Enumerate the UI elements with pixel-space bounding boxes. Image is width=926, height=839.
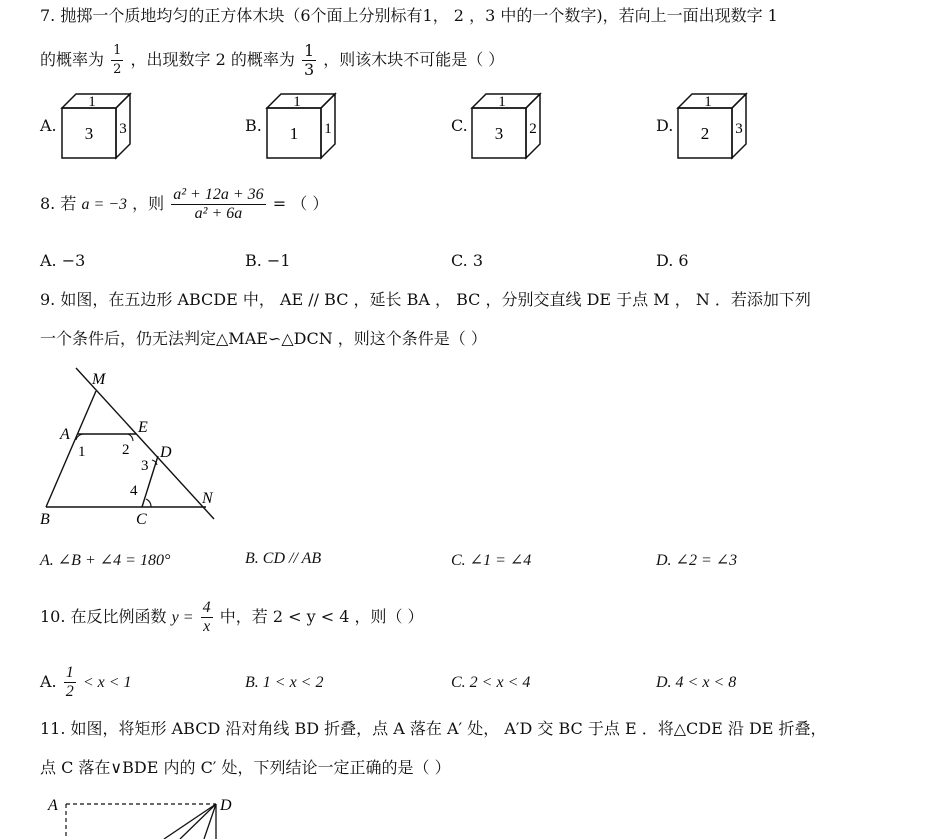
q7-cube-c [470,90,544,160]
cube-d-side: 3 [735,121,743,137]
q7-frac1-num: 1 [111,42,123,61]
q7-line1: 7. 抛掷一个质地均匀的正方体木块（6个面上分别标有1， 2 ，3 中的一个数字)，若向上一面出现数字 1 [40,6,778,25]
q7-text-c: ，则该木块不可能是（ ） [323,50,505,69]
q8-suffix: = （ ） [272,194,329,213]
q10-line [40,597,424,638]
label-d: D [160,444,172,461]
angle-4-arc [146,499,151,507]
cube-d-top: 1 [704,94,712,110]
q10-option-b: B. 1 < x < 2 [245,674,324,691]
label-e: E [138,419,148,436]
label-a-11: A [48,797,58,814]
label-m: M [92,371,106,388]
q10-option-d: D. 4 < x < 8 [656,674,737,691]
q7-text-a: 的概率为 [40,50,105,69]
q10-option-a-rest: < x < 1 [82,674,132,691]
q9-option-b: B. CD // AB [245,550,322,567]
cube-a-front: 3 [84,124,94,143]
cube-b-top: 1 [293,94,301,110]
cube-c-front: 3 [494,124,504,143]
q7-cube-a [60,90,134,160]
q8-fraction [171,186,265,223]
cube-b-side: 1 [324,121,332,137]
q10-option-a-label: A. [40,672,57,691]
q10-suffix: 中，若 2 < y < 4 ，则（ ） [219,607,424,626]
q8-prefix: 8. 若 [40,194,77,213]
q8-option-b: B. −1 [245,251,291,270]
q9-line2: 一个条件后，仍无法判定△MAE∽△DCN ，则这个条件是（ ） [40,329,487,348]
q7-frac2-den: 3 [303,60,315,79]
q9-option-c: C. ∠1 = ∠4 [451,552,532,569]
q11-line2: 点 C 落在∨BDE 内的 C′ 处，下列结论一定正确的是（ ） [40,758,451,777]
q10-func-den: x [203,618,211,635]
label-angle-2: 2 [122,442,130,458]
q9-line1: 9. 如图，在五边形 ABCDE 中， AE // BC ，延长 BA ， BC ，分别交直线 DE 于点 M ， N ．若添加下列 [40,290,811,309]
label-d-11: D [220,797,232,814]
q9-figure [36,362,226,532]
q9-option-d: D. ∠2 = ∠3 [656,552,738,569]
q8-condition: a = −3 [81,196,128,213]
q10-fraction [201,599,213,636]
q10-func-lhs: y = [171,609,194,626]
q7-line2 [40,42,504,79]
q7-option-c-label: C. [451,116,468,135]
label-c: C [136,511,147,528]
q11-figure [44,792,254,839]
q9-option-a: A. ∠B + ∠4 = 180° [40,552,171,569]
fold-line-1 [164,804,216,839]
cube-c-side: 2 [529,121,537,137]
q7-fraction-1 [111,42,123,79]
label-n: N [202,490,213,507]
q8-denominator: a² + 6a [194,205,243,222]
cube-c-top: 1 [498,94,506,110]
q8-line [40,184,328,225]
q8-option-a: A. −3 [40,251,86,270]
label-angle-1: 1 [78,444,86,460]
cube-a-side: 3 [119,121,127,137]
q7-option-b-label: B. [245,116,262,135]
label-b: B [40,511,50,528]
q10-a-frac-den: 2 [65,683,74,700]
cube-d-front: 2 [700,124,710,143]
q8-option-c: C. 3 [451,251,484,270]
q10-option-a-fraction [64,664,76,701]
q10-prefix: 10. 在反比例函数 [40,607,167,626]
q8-numerator: a² + 12a + 36 [173,186,264,203]
angle-2-arc [128,434,133,441]
q7-fraction-2 [302,42,316,79]
q8-mid: ，则 [132,194,165,213]
line-ba [46,391,96,507]
q8-option-d: D. 6 [656,251,689,270]
q7-frac2-num: 1 [303,41,315,60]
q10-option-a [40,662,132,703]
label-angle-3: 3 [141,458,149,474]
q10-a-frac-num: 1 [65,664,74,681]
q7-frac1-den: 2 [113,62,122,77]
q10-option-c: C. 2 < x < 4 [451,674,531,691]
label-angle-4: 4 [130,483,138,499]
q7-cube-d [676,90,750,160]
q7-option-a-label: A. [40,116,57,135]
label-a: A [60,426,70,443]
q11-line1: 11. 如图，将矩形 ABCD 沿对角线 BD 折叠，点 A 落在 A′ 处， A′D 交 BC 于点 E ．将△CDE 沿 DE 折叠， [40,719,827,738]
q10-func-num: 4 [202,599,211,616]
q7-text-b: ，出现数字 2 的概率为 [130,50,295,69]
cube-a-top: 1 [88,94,96,110]
q7-option-d-label: D. [656,116,674,135]
cube-b-front: 1 [289,124,299,143]
q7-cube-b [265,90,339,160]
